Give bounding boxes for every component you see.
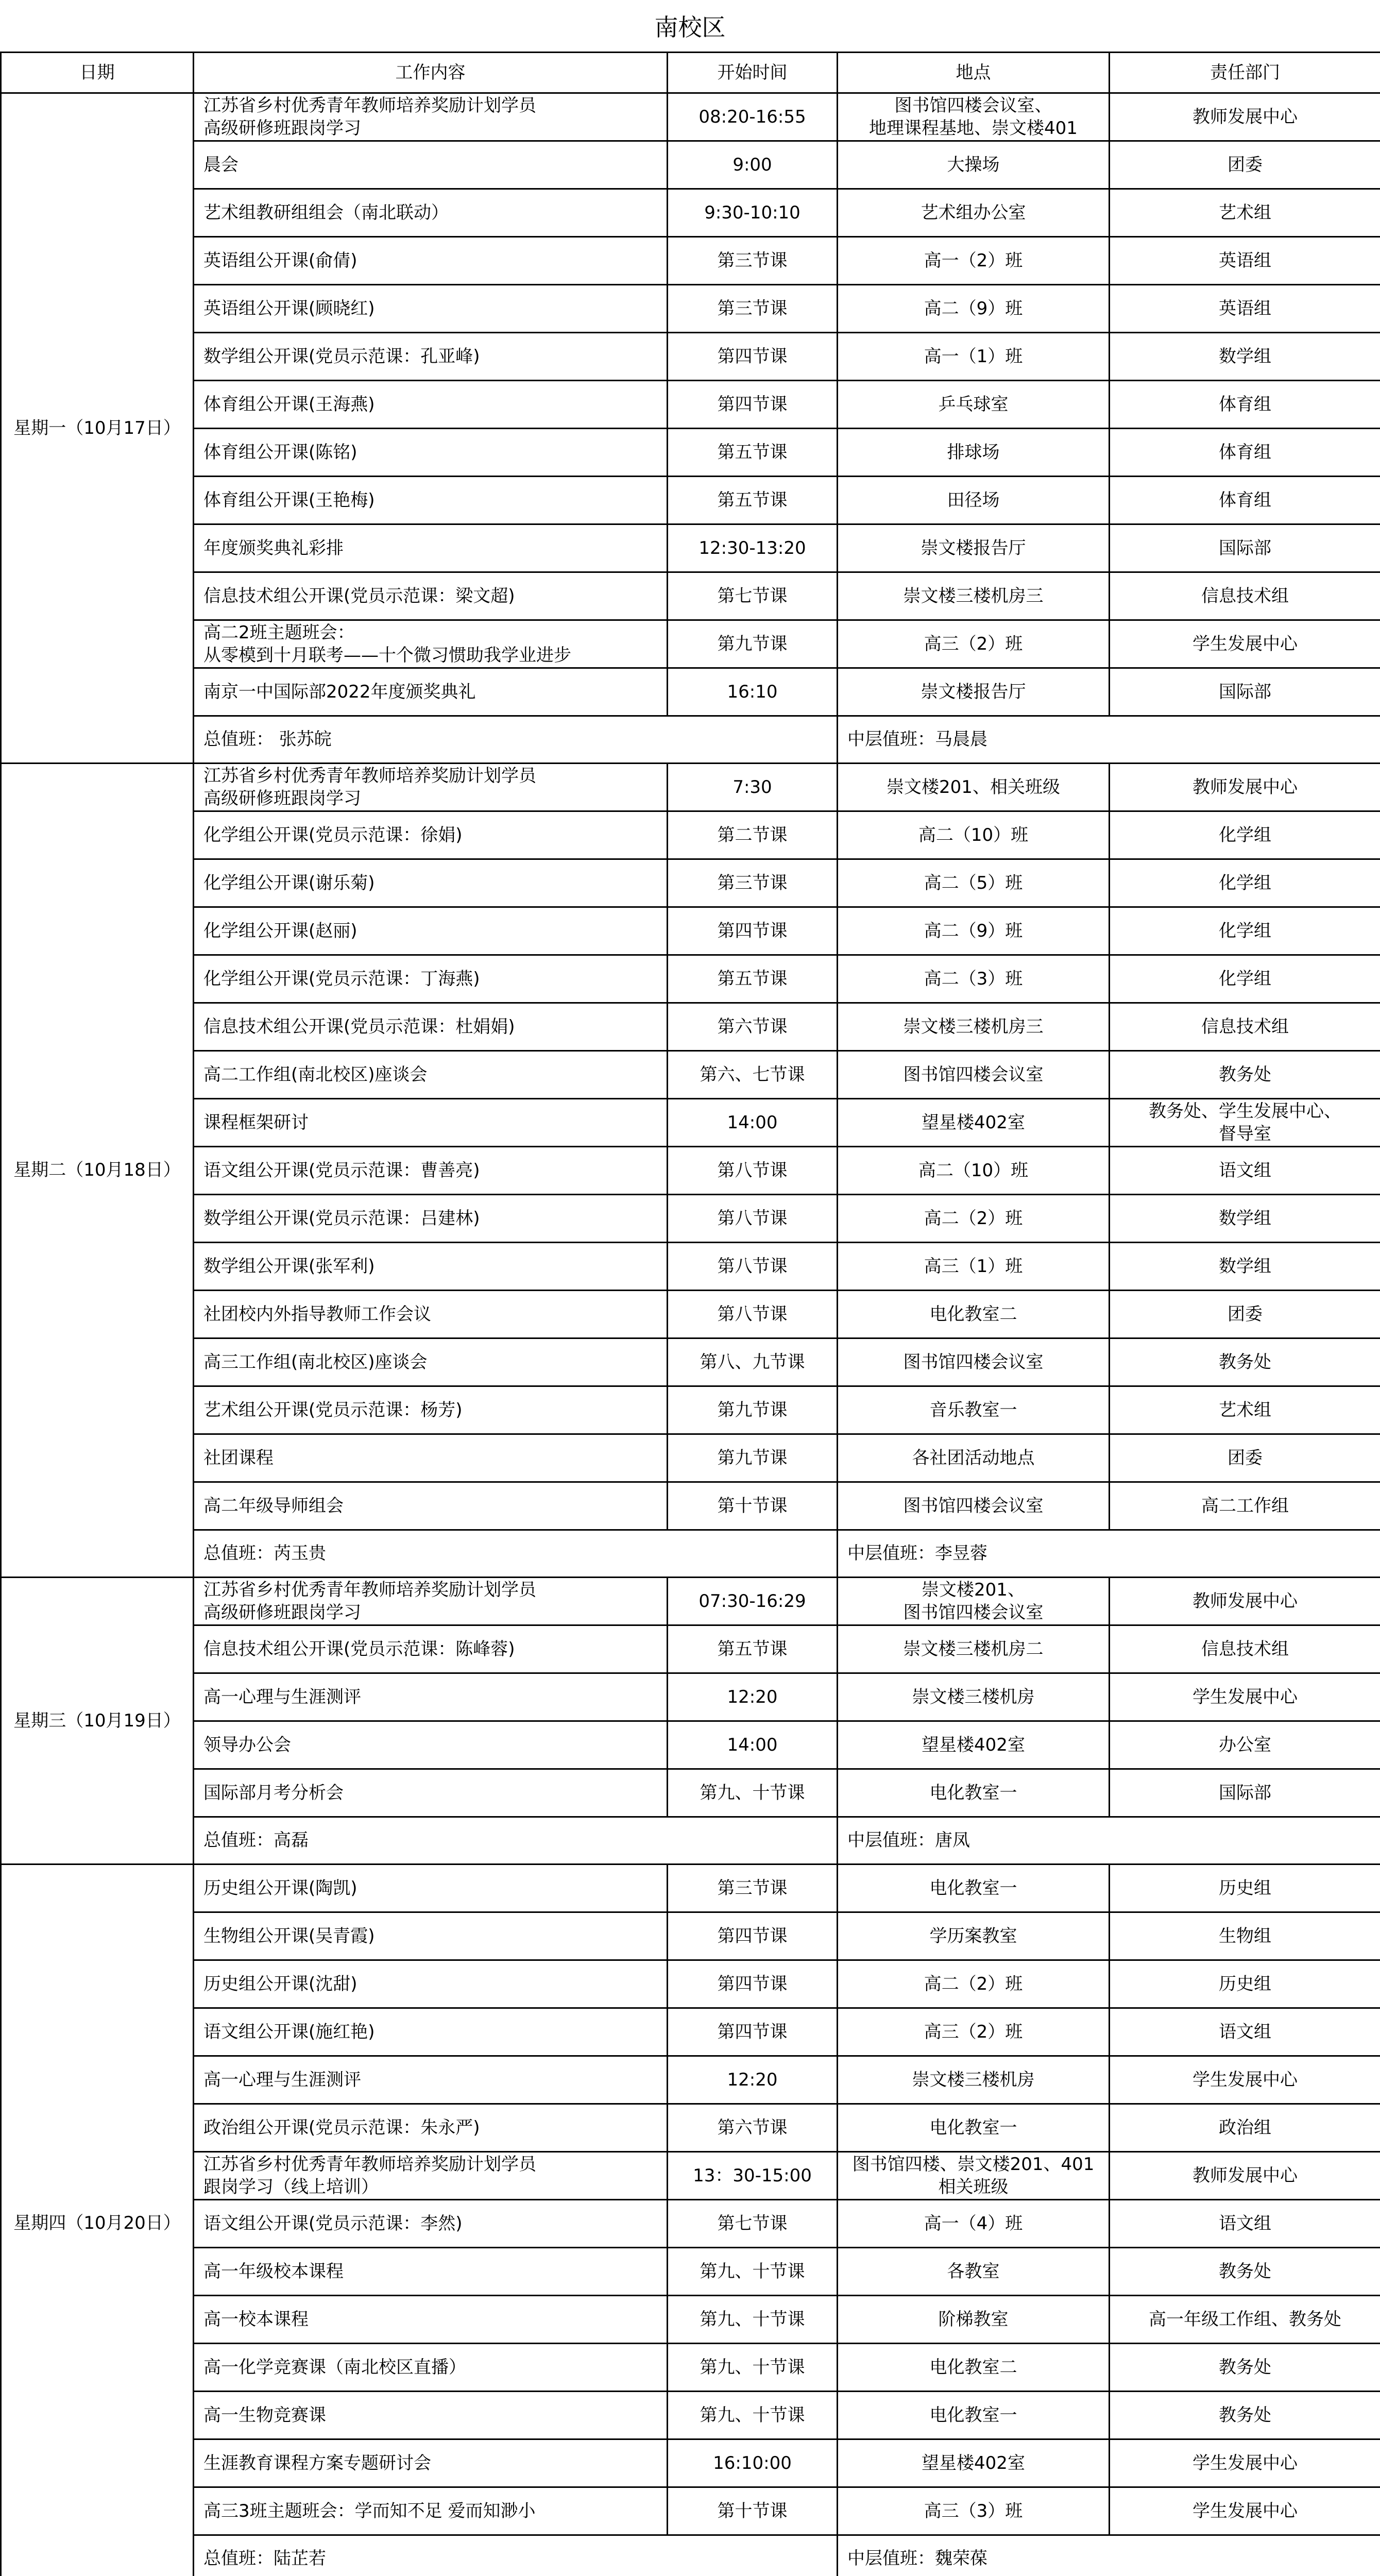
dept-cell: 教务处 xyxy=(1110,2344,1380,2392)
duty-row xyxy=(1,1817,1380,1865)
time-cell: 7:30 xyxy=(668,764,838,811)
place-cell: 电化教室一 xyxy=(838,2392,1110,2439)
time-cell: 第八节课 xyxy=(668,1291,838,1338)
dept-cell: 教师发展中心 xyxy=(1110,764,1380,811)
time-cell: 第九节课 xyxy=(668,1434,838,1482)
time-cell: 第八节课 xyxy=(668,1243,838,1291)
place-cell: 高二（10）班 xyxy=(838,1147,1110,1195)
dept-cell: 教务处、学生发展中心、 督导室 xyxy=(1110,1099,1380,1147)
time-cell: 第九节课 xyxy=(668,1386,838,1434)
header-place: 地点 xyxy=(838,53,1110,93)
middle-duty-cell: 中层值班：马晨晨 xyxy=(838,716,1380,764)
table-row xyxy=(1,2200,1380,2248)
table-row xyxy=(1,1338,1380,1386)
dept-cell: 语文组 xyxy=(1110,2008,1380,2056)
time-cell: 第三节课 xyxy=(668,285,838,333)
time-cell: 第六节课 xyxy=(668,2104,838,2152)
task-cell: 高二工作组(南北校区)座谈会 xyxy=(194,1051,668,1099)
time-cell: 12:30-13:20 xyxy=(668,524,838,572)
time-cell: 08:20-16:55 xyxy=(668,93,838,141)
time-cell: 16:10:00 xyxy=(668,2439,838,2487)
table-row xyxy=(1,1578,1380,1625)
task-cell: 语文组公开课(党员示范课：曹善亮) xyxy=(194,1147,668,1195)
task-cell: 高三工作组(南北校区)座谈会 xyxy=(194,1338,668,1386)
time-cell: 第八节课 xyxy=(668,1147,838,1195)
task-cell: 社团课程 xyxy=(194,1434,668,1482)
time-cell: 9:00 xyxy=(668,141,838,189)
dept-cell: 语文组 xyxy=(1110,1147,1380,1195)
table-row xyxy=(1,1195,1380,1243)
dept-cell: 学生发展中心 xyxy=(1110,2487,1380,2535)
task-cell: 体育组公开课(王海燕) xyxy=(194,381,668,429)
table-row xyxy=(1,811,1380,859)
task-cell: 社团校内外指导教师工作会议 xyxy=(194,1291,668,1338)
task-cell: 化学组公开课(赵丽) xyxy=(194,907,668,955)
duty-cell: 总值班：陆芷若 xyxy=(194,2535,838,2576)
task-cell: 英语组公开课(俞倩) xyxy=(194,237,668,285)
table-row xyxy=(1,1003,1380,1051)
place-cell: 高三（2）班 xyxy=(838,2008,1110,2056)
place-cell: 高二（9）班 xyxy=(838,907,1110,955)
time-cell: 12:20 xyxy=(668,2056,838,2104)
task-cell: 高一生物竞赛课 xyxy=(194,2392,668,2439)
duty-row xyxy=(1,1530,1380,1578)
place-cell: 崇文楼三楼机房 xyxy=(838,2056,1110,2104)
table-row xyxy=(1,1912,1380,1960)
task-cell: 高一校本课程 xyxy=(194,2296,668,2344)
task-cell: 语文组公开课(党员示范课：李然) xyxy=(194,2200,668,2248)
task-cell: 艺术组教研组组会（南北联动） xyxy=(194,189,668,237)
header-row xyxy=(1,53,1380,93)
time-cell: 第五节课 xyxy=(668,1625,838,1673)
table-row xyxy=(1,1291,1380,1338)
dept-cell: 生物组 xyxy=(1110,1912,1380,1960)
task-cell: 高三3班主题班会：学而知不足 爱而知渺小 xyxy=(194,2487,668,2535)
time-cell: 第六节课 xyxy=(668,1003,838,1051)
day-cell: 星期三（10月19日） xyxy=(1,1578,194,1865)
middle-duty-cell: 中层值班：李昱蓉 xyxy=(838,1530,1380,1578)
page-title: 南校区 xyxy=(654,13,726,41)
task-cell: 生物组公开课(吴青霞) xyxy=(194,1912,668,1960)
duty-cell: 总值班： 张苏皖 xyxy=(194,716,838,764)
dept-cell: 政治组 xyxy=(1110,2104,1380,2152)
dept-cell: 学生发展中心 xyxy=(1110,1673,1380,1721)
dept-cell: 信息技术组 xyxy=(1110,1003,1380,1051)
dept-cell: 教务处 xyxy=(1110,2248,1380,2296)
table-row xyxy=(1,1243,1380,1291)
place-cell: 排球场 xyxy=(838,429,1110,477)
task-cell: 高一年级校本课程 xyxy=(194,2248,668,2296)
task-cell: 数学组公开课(党员示范课：吕建林) xyxy=(194,1195,668,1243)
table-row xyxy=(1,2392,1380,2439)
place-cell: 学历案教室 xyxy=(838,1912,1110,1960)
place-cell: 图书馆四楼、崇文楼201、401 相关班级 xyxy=(838,2152,1110,2200)
time-cell: 第四节课 xyxy=(668,1960,838,2008)
task-cell: 年度颁奖典礼彩排 xyxy=(194,524,668,572)
task-cell: 英语组公开课(顾晓红) xyxy=(194,285,668,333)
table-row xyxy=(1,2296,1380,2344)
place-cell: 高三（2）班 xyxy=(838,620,1110,668)
table-row xyxy=(1,859,1380,907)
task-cell: 生涯教育课程方案专题研讨会 xyxy=(194,2439,668,2487)
task-cell: 政治组公开课(党员示范课：朱永严) xyxy=(194,2104,668,2152)
time-cell: 14:00 xyxy=(668,1721,838,1769)
place-cell: 图书馆四楼会议室 xyxy=(838,1482,1110,1530)
place-cell: 电化教室一 xyxy=(838,1865,1110,1912)
task-cell: 高一心理与生涯测评 xyxy=(194,2056,668,2104)
place-cell: 崇文楼三楼机房三 xyxy=(838,572,1110,620)
dept-cell: 团委 xyxy=(1110,1434,1380,1482)
table-row xyxy=(1,764,1380,811)
place-cell: 崇文楼三楼机房二 xyxy=(838,1625,1110,1673)
dept-cell: 英语组 xyxy=(1110,285,1380,333)
table-row xyxy=(1,2152,1380,2200)
dept-cell: 学生发展中心 xyxy=(1110,620,1380,668)
place-cell: 高二（2）班 xyxy=(838,1195,1110,1243)
place-cell: 电化教室一 xyxy=(838,2104,1110,2152)
time-cell: 第八节课 xyxy=(668,1195,838,1243)
task-cell: 信息技术组公开课(党员示范课：陈峰蓉) xyxy=(194,1625,668,1673)
place-cell: 崇文楼201、 图书馆四楼会议室 xyxy=(838,1578,1110,1625)
task-cell: 南京一中国际部2022年度颁奖典礼 xyxy=(194,668,668,716)
place-cell: 各教室 xyxy=(838,2248,1110,2296)
dept-cell: 数学组 xyxy=(1110,333,1380,381)
time-cell: 16:10 xyxy=(668,668,838,716)
dept-cell: 团委 xyxy=(1110,141,1380,189)
table-row xyxy=(1,2487,1380,2535)
dept-cell: 教师发展中心 xyxy=(1110,93,1380,141)
task-cell: 江苏省乡村优秀青年教师培养奖励计划学员 跟岗学习（线上培训） xyxy=(194,2152,668,2200)
place-cell: 艺术组办公室 xyxy=(838,189,1110,237)
place-cell: 崇文楼报告厅 xyxy=(838,524,1110,572)
task-cell: 晨会 xyxy=(194,141,668,189)
dept-cell: 历史组 xyxy=(1110,1960,1380,2008)
time-cell: 第九、十节课 xyxy=(668,2344,838,2392)
dept-cell: 教务处 xyxy=(1110,2392,1380,2439)
header-time: 开始时间 xyxy=(668,53,838,93)
dept-cell: 艺术组 xyxy=(1110,1386,1380,1434)
place-cell: 图书馆四楼会议室 xyxy=(838,1051,1110,1099)
task-cell: 语文组公开课(施红艳) xyxy=(194,2008,668,2056)
table-row xyxy=(1,93,1380,141)
time-cell: 第九、十节课 xyxy=(668,1769,838,1817)
dept-cell: 学生发展中心 xyxy=(1110,2056,1380,2104)
place-cell: 望星楼402室 xyxy=(838,1099,1110,1147)
place-cell: 田径场 xyxy=(838,477,1110,524)
table-row xyxy=(1,1673,1380,1721)
task-cell: 数学组公开课(党员示范课：孔亚峰) xyxy=(194,333,668,381)
dept-cell: 数学组 xyxy=(1110,1243,1380,1291)
table-row xyxy=(1,2104,1380,2152)
table-row xyxy=(1,477,1380,524)
table-row xyxy=(1,1769,1380,1817)
time-cell: 第四节课 xyxy=(668,381,838,429)
place-cell: 电化教室一 xyxy=(838,1769,1110,1817)
time-cell: 第五节课 xyxy=(668,477,838,524)
place-cell: 图书馆四楼会议室 xyxy=(838,1338,1110,1386)
dept-cell: 信息技术组 xyxy=(1110,1625,1380,1673)
time-cell: 第二节课 xyxy=(668,811,838,859)
task-cell: 体育组公开课(陈铭) xyxy=(194,429,668,477)
dept-cell: 国际部 xyxy=(1110,668,1380,716)
place-cell: 高二（3）班 xyxy=(838,955,1110,1003)
time-cell: 第九、十节课 xyxy=(668,2296,838,2344)
dept-cell: 国际部 xyxy=(1110,1769,1380,1817)
task-cell: 体育组公开课(王艳梅) xyxy=(194,477,668,524)
dept-cell: 化学组 xyxy=(1110,811,1380,859)
task-cell: 化学组公开课(党员示范课：徐娟) xyxy=(194,811,668,859)
dept-cell: 数学组 xyxy=(1110,1195,1380,1243)
place-cell: 高一（2）班 xyxy=(838,237,1110,285)
dept-cell: 高二工作组 xyxy=(1110,1482,1380,1530)
task-cell: 艺术组公开课(党员示范课：杨芳) xyxy=(194,1386,668,1434)
task-cell: 信息技术组公开课(党员示范课：杜娟娟) xyxy=(194,1003,668,1051)
time-cell: 14:00 xyxy=(668,1099,838,1147)
task-cell: 领导办公会 xyxy=(194,1721,668,1769)
time-cell: 第八、九节课 xyxy=(668,1338,838,1386)
dept-cell: 办公室 xyxy=(1110,1721,1380,1769)
duty-row xyxy=(1,2535,1380,2576)
task-cell: 江苏省乡村优秀青年教师培养奖励计划学员 高级研修班跟岗学习 xyxy=(194,93,668,141)
task-cell: 高一心理与生涯测评 xyxy=(194,1673,668,1721)
table-row xyxy=(1,1051,1380,1099)
dept-cell: 体育组 xyxy=(1110,477,1380,524)
dept-cell: 教务处 xyxy=(1110,1338,1380,1386)
place-cell: 望星楼402室 xyxy=(838,1721,1110,1769)
task-cell: 化学组公开课(党员示范课：丁海燕) xyxy=(194,955,668,1003)
dept-cell: 教务处 xyxy=(1110,1051,1380,1099)
place-cell: 高二（10）班 xyxy=(838,811,1110,859)
time-cell: 第五节课 xyxy=(668,955,838,1003)
time-cell: 第三节课 xyxy=(668,859,838,907)
table-row xyxy=(1,524,1380,572)
table-row xyxy=(1,620,1380,668)
table-row xyxy=(1,429,1380,477)
dept-cell: 艺术组 xyxy=(1110,189,1380,237)
time-cell: 第十节课 xyxy=(668,2487,838,2535)
dept-cell: 化学组 xyxy=(1110,859,1380,907)
time-cell: 第六、七节课 xyxy=(668,1051,838,1099)
dept-cell: 英语组 xyxy=(1110,237,1380,285)
dept-cell: 化学组 xyxy=(1110,955,1380,1003)
dept-cell: 团委 xyxy=(1110,1291,1380,1338)
time-cell: 第四节课 xyxy=(668,1912,838,1960)
table-row xyxy=(1,955,1380,1003)
dept-cell: 体育组 xyxy=(1110,381,1380,429)
day-cell: 星期二（10月18日） xyxy=(1,764,194,1578)
place-cell: 大操场 xyxy=(838,141,1110,189)
dept-cell: 信息技术组 xyxy=(1110,572,1380,620)
table-row xyxy=(1,285,1380,333)
table-row xyxy=(1,1482,1380,1530)
dept-cell: 国际部 xyxy=(1110,524,1380,572)
task-cell: 数学组公开课(张军利) xyxy=(194,1243,668,1291)
duty-row xyxy=(1,716,1380,764)
table-row xyxy=(1,333,1380,381)
header-dept: 责任部门 xyxy=(1110,53,1380,93)
time-cell: 第十节课 xyxy=(668,1482,838,1530)
header-date: 日期 xyxy=(1,53,194,93)
task-cell: 高二年级导师组会 xyxy=(194,1482,668,1530)
time-cell: 第九、十节课 xyxy=(668,2248,838,2296)
place-cell: 电化教室二 xyxy=(838,1291,1110,1338)
table-row xyxy=(1,2248,1380,2296)
table-row xyxy=(1,907,1380,955)
schedule-table xyxy=(0,52,1380,2576)
dept-cell: 学生发展中心 xyxy=(1110,2439,1380,2487)
time-cell: 第四节课 xyxy=(668,333,838,381)
task-cell: 历史组公开课(陶凯) xyxy=(194,1865,668,1912)
place-cell: 崇文楼三楼机房三 xyxy=(838,1003,1110,1051)
dept-cell: 体育组 xyxy=(1110,429,1380,477)
place-cell: 图书馆四楼会议室、 地理课程基地、崇文楼401 xyxy=(838,93,1110,141)
middle-duty-cell: 中层值班：魏荣葆 xyxy=(838,2535,1380,2576)
place-cell: 高三（3）班 xyxy=(838,2487,1110,2535)
duty-cell: 总值班：高磊 xyxy=(194,1817,838,1865)
table-row xyxy=(1,141,1380,189)
task-cell: 高二2班主题班会： 从零模到十月联考——十个微习惯助我学业进步 xyxy=(194,620,668,668)
place-cell: 高二（2）班 xyxy=(838,1960,1110,2008)
place-cell: 音乐教室一 xyxy=(838,1386,1110,1434)
duty-cell: 总值班：芮玉贵 xyxy=(194,1530,838,1578)
table-row xyxy=(1,1865,1380,1912)
task-cell: 信息技术组公开课(党员示范课：梁文超) xyxy=(194,572,668,620)
time-cell: 第三节课 xyxy=(668,1865,838,1912)
dept-cell: 高一年级工作组、教务处 xyxy=(1110,2296,1380,2344)
place-cell: 高三（1）班 xyxy=(838,1243,1110,1291)
time-cell: 第四节课 xyxy=(668,2008,838,2056)
task-cell: 江苏省乡村优秀青年教师培养奖励计划学员 高级研修班跟岗学习 xyxy=(194,1578,668,1625)
task-cell: 历史组公开课(沈甜) xyxy=(194,1960,668,2008)
table-row xyxy=(1,1386,1380,1434)
table-row xyxy=(1,1099,1380,1147)
task-cell: 化学组公开课(谢乐菊) xyxy=(194,859,668,907)
schedule-body xyxy=(1,93,1380,2576)
table-row xyxy=(1,1721,1380,1769)
place-cell: 望星楼402室 xyxy=(838,2439,1110,2487)
time-cell: 13：30-15:00 xyxy=(668,2152,838,2200)
dept-cell: 历史组 xyxy=(1110,1865,1380,1912)
day-cell: 星期四（10月20日） xyxy=(1,1865,194,2576)
place-cell: 高一（4）班 xyxy=(838,2200,1110,2248)
table-row xyxy=(1,572,1380,620)
table-row xyxy=(1,1960,1380,2008)
day-cell: 星期一（10月17日） xyxy=(1,93,194,764)
time-cell: 第四节课 xyxy=(668,907,838,955)
place-cell: 崇文楼报告厅 xyxy=(838,668,1110,716)
table-row xyxy=(1,237,1380,285)
time-cell: 第九、十节课 xyxy=(668,2392,838,2439)
time-cell: 第九节课 xyxy=(668,620,838,668)
time-cell: 9:30-10:10 xyxy=(668,189,838,237)
table-row xyxy=(1,1147,1380,1195)
table-row xyxy=(1,1625,1380,1673)
place-cell: 电化教室二 xyxy=(838,2344,1110,2392)
place-cell: 高二（5）班 xyxy=(838,859,1110,907)
table-row xyxy=(1,2344,1380,2392)
table-row xyxy=(1,668,1380,716)
table-row xyxy=(1,2008,1380,2056)
time-cell: 第七节课 xyxy=(668,572,838,620)
place-cell: 各社团活动地点 xyxy=(838,1434,1110,1482)
table-row xyxy=(1,1434,1380,1482)
table-row xyxy=(1,189,1380,237)
task-cell: 课程框架研讨 xyxy=(194,1099,668,1147)
header-task: 工作内容 xyxy=(194,53,668,93)
task-cell: 国际部月考分析会 xyxy=(194,1769,668,1817)
place-cell: 高二（9）班 xyxy=(838,285,1110,333)
place-cell: 崇文楼201、相关班级 xyxy=(838,764,1110,811)
place-cell: 高一（1）班 xyxy=(838,333,1110,381)
task-cell: 高一化学竞赛课（南北校区直播） xyxy=(194,2344,668,2392)
place-cell: 崇文楼三楼机房 xyxy=(838,1673,1110,1721)
table-row xyxy=(1,2439,1380,2487)
dept-cell: 语文组 xyxy=(1110,2200,1380,2248)
task-cell: 江苏省乡村优秀青年教师培养奖励计划学员 高级研修班跟岗学习 xyxy=(194,764,668,811)
table-row xyxy=(1,2056,1380,2104)
time-cell: 07:30-16:29 xyxy=(668,1578,838,1625)
place-cell: 阶梯教室 xyxy=(838,2296,1110,2344)
time-cell: 12:20 xyxy=(668,1673,838,1721)
dept-cell: 化学组 xyxy=(1110,907,1380,955)
time-cell: 第七节课 xyxy=(668,2200,838,2248)
dept-cell: 教师发展中心 xyxy=(1110,2152,1380,2200)
time-cell: 第三节课 xyxy=(668,237,838,285)
time-cell: 第五节课 xyxy=(668,429,838,477)
dept-cell: 教师发展中心 xyxy=(1110,1578,1380,1625)
table-row xyxy=(1,381,1380,429)
place-cell: 乒乓球室 xyxy=(838,381,1110,429)
middle-duty-cell: 中层值班：唐凤 xyxy=(838,1817,1380,1865)
